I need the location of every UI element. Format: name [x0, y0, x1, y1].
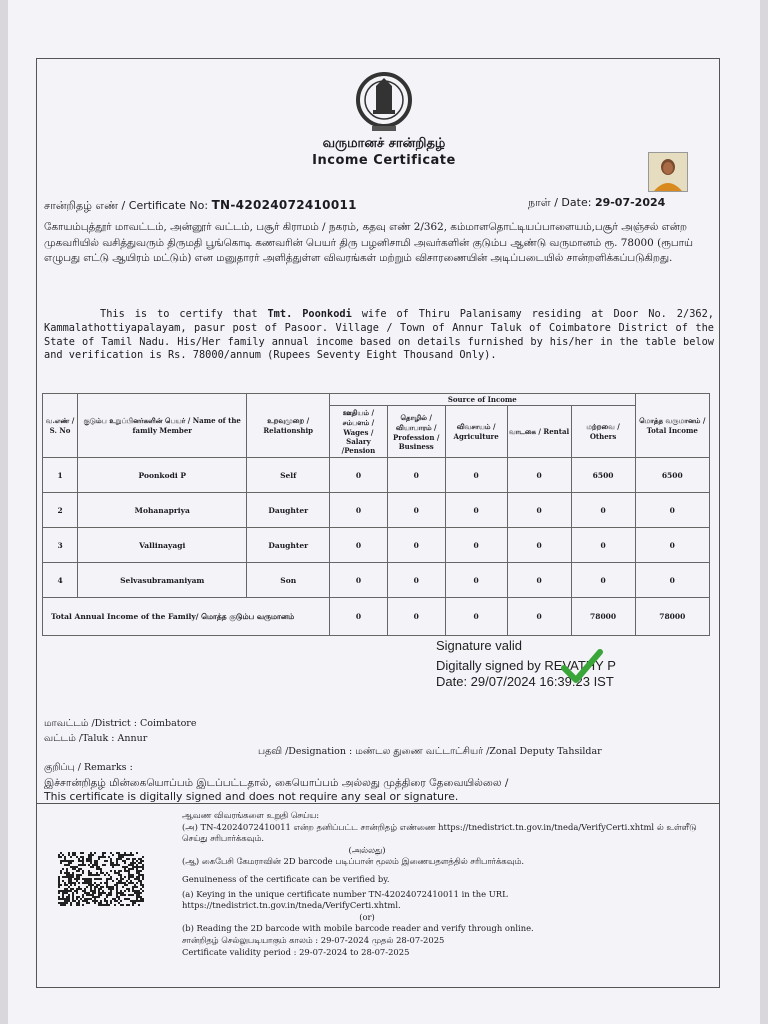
cell-relationship: Daughter	[247, 528, 330, 563]
district-line: மாவட்டம் /District : Coimbatore	[44, 718, 197, 729]
table-row	[43, 493, 710, 528]
verify-option-b-english: (b) Reading the 2D barcode with mobile barcode reader and verify through online.	[182, 923, 534, 934]
signature-valid-text: Signature valid	[436, 638, 522, 653]
verification-instructions	[182, 810, 712, 958]
header-total-income: மொத்த வருமானம் / Total Income	[635, 394, 709, 458]
tamilnadu-emblem-icon	[338, 72, 430, 134]
cell-profession: 0	[387, 563, 445, 598]
table-row	[43, 458, 710, 493]
english-para-body: wife of Thiru Palanisamy residing at Door No. 2/362, Kammalathottiyapalayam, pasur post of Pasoor. Village / Town of Annur Taluk of Coimbatore District of the State of Tamil Nadu. His/Her family annual income based on details furnished by his/her in the table below and verification is Rs. 78000/annum (Rupees Seventy Eight Thousand Only).	[44, 308, 714, 362]
certificate-number-line	[44, 198, 357, 214]
cell-wages: 0	[330, 563, 388, 598]
cell-relationship: Son	[247, 563, 330, 598]
cell-total: 0	[635, 493, 709, 528]
total-agriculture: 0	[445, 598, 507, 636]
section-divider	[36, 803, 720, 804]
cell-agriculture: 0	[445, 528, 507, 563]
cell-total: 0	[635, 528, 709, 563]
header-source-of-income: Source of Income	[330, 394, 636, 406]
cell-agriculture: 0	[445, 493, 507, 528]
title-english: Income Certificate	[312, 153, 456, 168]
cell-relationship: Self	[247, 458, 330, 493]
cell-name: Vallinayagi	[78, 528, 247, 563]
certificate-date: 29-07-2024	[594, 196, 666, 209]
cell-rental: 0	[507, 458, 571, 493]
header-profession: தொழில் / வியாபாரம் / Profession / Business	[387, 406, 445, 458]
green-check-icon	[560, 646, 604, 686]
validity-english: Certificate validity period : 29-07-2024 to 28-07-2025	[182, 946, 410, 957]
header-name: குடும்ப உறுப்பினர்களின் பெயர் / Name of the family Member	[78, 394, 247, 458]
title-tamil: வருமானச் சான்றிதழ்	[322, 136, 446, 151]
certificate-number: TN-42024072410011	[211, 198, 357, 212]
certificate-date-line	[528, 196, 665, 211]
applicant-photo	[648, 152, 688, 192]
certificate-number-label: சான்றிதழ் எண் / Certificate No:	[44, 199, 209, 212]
cell-name: Mohanapriya	[78, 493, 247, 528]
applicant-name: Tmt. Poonkodi	[267, 308, 352, 320]
verify-heading-tamil: ஆவண விவரங்களை உறுதி செய்ய:	[182, 810, 320, 820]
cell-others: 0	[571, 493, 635, 528]
cell-name: Selvasubramaniyam	[78, 563, 247, 598]
header-wages: ஊதியம் / சம்பளம் / Wages / Salary /Pension	[330, 406, 388, 458]
cell-total: 0	[635, 563, 709, 598]
total-label: Total Annual Income of the Family/ மொத்த குடும்ப வருமானம்	[43, 598, 330, 636]
total-profession: 0	[387, 598, 445, 636]
digital-note-english: This certificate is digitally signed and does not require any seal or signature.	[44, 790, 459, 803]
taluk-line: வட்டம் /Taluk : Annur	[44, 733, 148, 744]
cell-relationship: Daughter	[247, 493, 330, 528]
cell-others: 0	[571, 528, 635, 563]
qr-code-icon	[58, 852, 144, 906]
cell-others: 0	[571, 563, 635, 598]
signed-by-text: Digitally signed by REVATHY P	[436, 658, 616, 673]
cell-others: 6500	[571, 458, 635, 493]
verify-heading-english: Genuineness of the certificate can be verified by.	[182, 873, 390, 884]
cell-sno: 1	[43, 458, 78, 493]
header-rental: வாடகை / Rental	[507, 406, 571, 458]
cell-agriculture: 0	[445, 458, 507, 493]
cell-profession: 0	[387, 528, 445, 563]
verify-option-a-english: (a) Keying in the unique certificate number TN-42024072410011 in the URL https://tnedistrict.tn.gov.in/tneda/VerifyCerti.xhtml.	[182, 888, 508, 911]
person-photo-icon	[649, 153, 687, 191]
header-sno: வ.எண் / S. No	[43, 394, 78, 458]
cell-agriculture: 0	[445, 563, 507, 598]
cell-sno: 4	[43, 563, 78, 598]
date-label: நாள் / Date:	[528, 196, 592, 209]
verify-or-tamil: (அல்லது)	[348, 844, 386, 855]
cell-total: 6500	[635, 458, 709, 493]
total-income: 78000	[635, 598, 709, 636]
verify-option-a-tamil: (அ) TN-42024072410011 என்ற தனிப்பட்ட சான்றிதழ் எண்ணை https://tnedistrict.tn.gov.in/tneda/VerifyCerti.xhtml ல் உள்ளீடு செய்து சரிபார்க்கவும்.	[182, 821, 697, 844]
table-row	[43, 563, 710, 598]
header-others: மற்றவை / Others	[571, 406, 635, 458]
total-rental: 0	[507, 598, 571, 636]
cell-wages: 0	[330, 493, 388, 528]
cell-profession: 0	[387, 493, 445, 528]
income-table	[42, 393, 710, 636]
cell-rental: 0	[507, 493, 571, 528]
total-wages: 0	[330, 598, 388, 636]
cell-rental: 0	[507, 563, 571, 598]
cell-rental: 0	[507, 528, 571, 563]
english-para-intro: This is to certify that	[100, 308, 268, 320]
header-agriculture: விவசாயம் / Agriculture	[445, 406, 507, 458]
cell-name: Poonkodi P	[78, 458, 247, 493]
cell-wages: 0	[330, 528, 388, 563]
cell-profession: 0	[387, 458, 445, 493]
tamil-certification-paragraph: கோயம்புத்தூர் மாவட்டம், அன்னூர் வட்டம், பசூர் கிராமம் / நகரம், கதவு எண் 2/362, கம்மாளதொட்டியப்பாளையம்,பசூர் அஞ்சல் என்ற முகவரியில் வசித்துவரும் திருமதி பூங்கொடி கணவரின் பெயர் திரு பழனிசாமி அவர்களின் குடும்ப ஆண்டு வருமானம் ரூ. 78000 (ரூபாய் எழுபது எட்டு ஆயிரம் மட்டும்) என மனுதாரர் அளித்துள்ள விவரங்கள் மற்றும் விசாரணையின் அடிப்படையில் சான்றளிக்கப்படுகிறது.	[44, 221, 693, 264]
table-total-row	[43, 598, 710, 636]
designation-line: பதவி /Designation : மண்டல துணை வட்டாட்சியர் /Zonal Deputy Tahsildar	[258, 746, 602, 757]
english-certification-paragraph	[44, 308, 714, 363]
validity-tamil: சான்றிதழ் செல்லுபடியாகும் காலம் : 29-07-2024 முதல் 28-07-2025	[182, 934, 445, 945]
cell-sno: 3	[43, 528, 78, 563]
header-relationship: உறவுமுறை / Relationship	[247, 394, 330, 458]
total-others: 78000	[571, 598, 635, 636]
cell-wages: 0	[330, 458, 388, 493]
verify-or-english: (or)	[359, 911, 375, 922]
digital-note-tamil: இச்சான்றிதழ் மின்கையொப்பம் இடப்பட்டதால், கையொப்பம் அல்லது முத்திரை தேவையில்லை /	[44, 777, 509, 789]
signature-date-text: Date: 29/07/2024 16:39:23 IST	[436, 674, 614, 689]
cell-sno: 2	[43, 493, 78, 528]
remarks-label: குறிப்பு / Remarks :	[44, 762, 133, 773]
verify-option-b-tamil: (ஆ) கைபேசி கேமராவின் 2D barcode படிப்பான் மூலம் இணையதளத்தில் சரிபார்க்கவும்.	[182, 856, 525, 867]
table-row	[43, 528, 710, 563]
